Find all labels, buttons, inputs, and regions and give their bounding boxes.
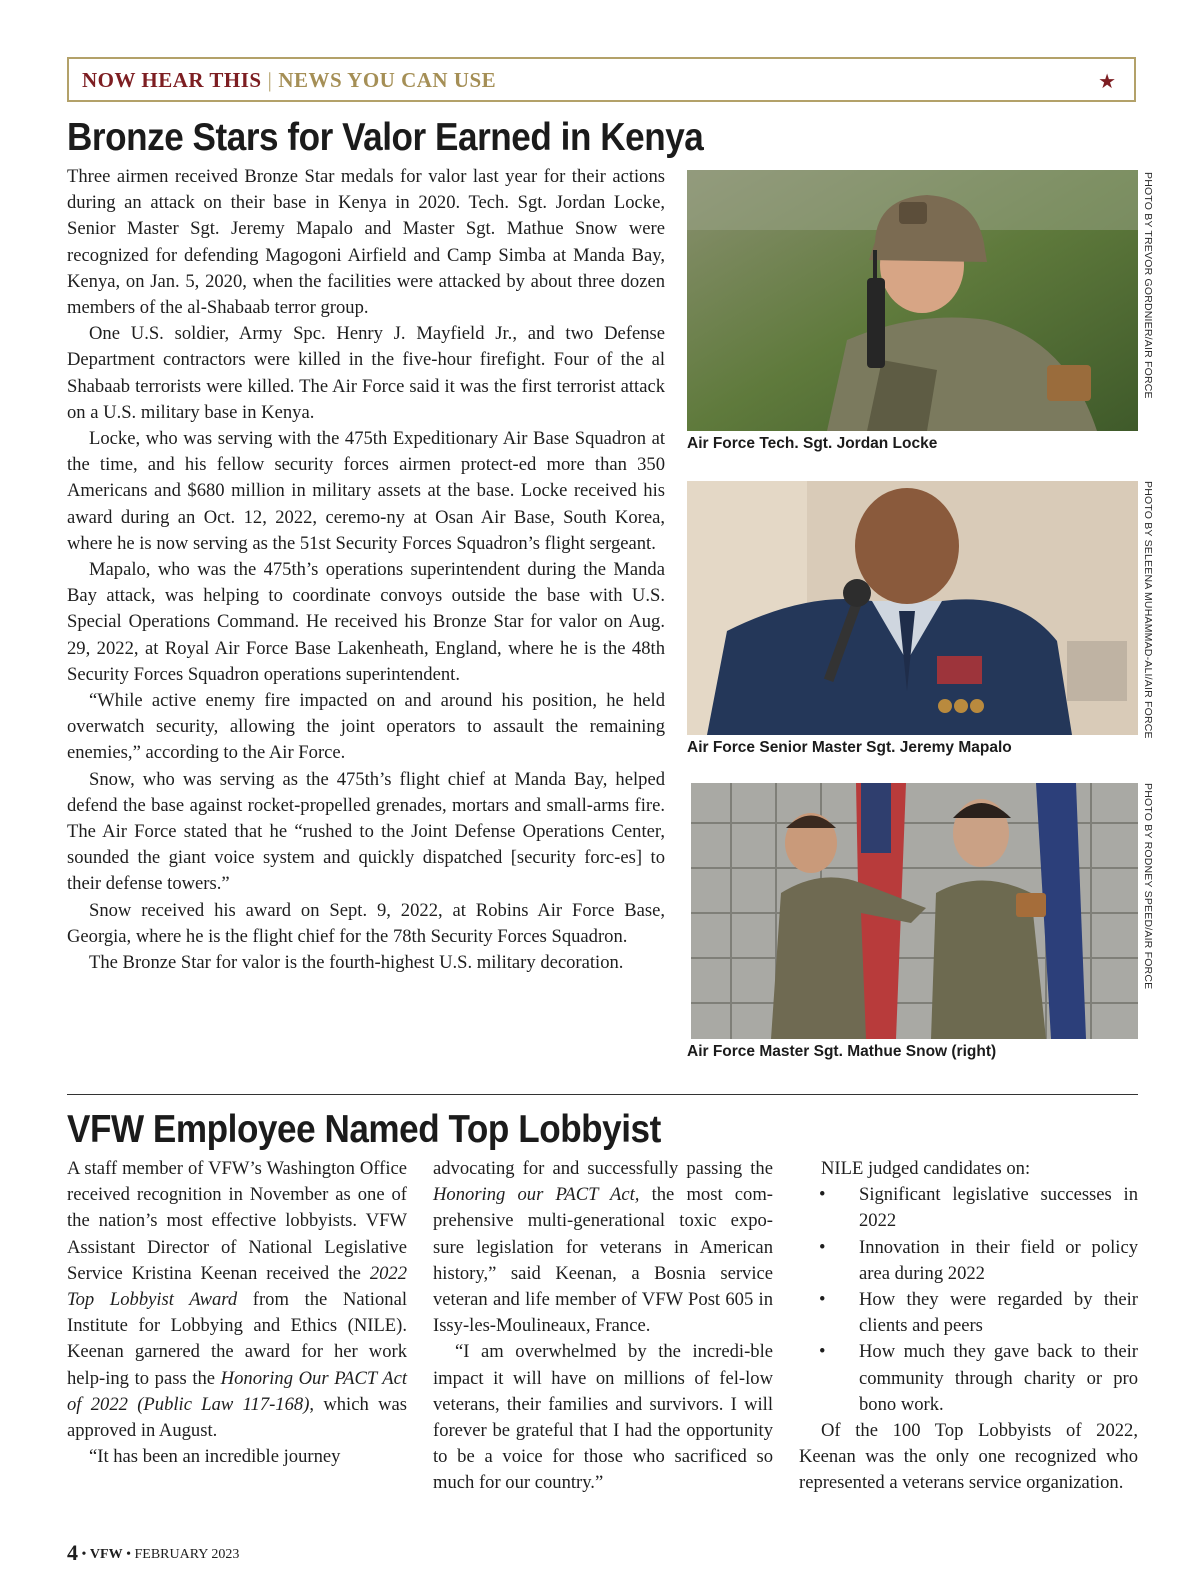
article-body xyxy=(67,164,665,976)
photo-credit: PHOTO BY RODNEY SPEED/AIR FORCE xyxy=(1142,783,1154,990)
criteria-list xyxy=(799,1182,1138,1418)
bullet-icon: • xyxy=(819,1236,826,1258)
page-number: 4 xyxy=(67,1540,78,1565)
bullet-icon: • xyxy=(819,1289,826,1311)
page-footer: 4 • VFW • FEBRUARY 2023 xyxy=(67,1540,240,1565)
article-title: Bronze Stars for Valor Earned in Kenya xyxy=(67,116,704,159)
photo-credit: PHOTO BY TREVOR GORDNIER/AIR FORCE xyxy=(1142,172,1154,399)
paragraph: Mapalo, who was the 475th’s operations superintendent during the Manda Bay attack, was helping to coordinate convoys outside the base with U.S. Special Operations Command. He received his Bronze Star for valor on Aug. 29, 2022, at Royal Air Force Base Lakenheath, England, where he is the 48th Security Forces Squadron operations superintendent. xyxy=(67,559,665,685)
paragraph: “It has been an incredible journey xyxy=(89,1446,341,1468)
issue-date: FEBRUARY 2023 xyxy=(134,1547,240,1562)
photo-credit: PHOTO BY SELEENA MUHAMMAD-ALI/AIR FORCE xyxy=(1142,481,1154,739)
paragraph: Snow received his award on Sept. 9, 2022, at Robins Air Force Base, Georgia, where he is the flight chief for the 78th Security Forces Squadron. xyxy=(67,899,665,947)
banner-separator: | xyxy=(267,68,273,92)
paragraph: “While active enemy fire impacted on and around his position, he held overwatch security, allowing the joint operators to assault the remaining enemies,” according to the Air Force. xyxy=(67,690,665,764)
photo-jordan-locke xyxy=(687,170,1138,431)
paragraph: The Bronze Star for valor is the fourth-highest U.S. military decoration. xyxy=(89,952,624,974)
paragraph: One U.S. soldier, Army Spc. Henry J. Mayfield Jr., and two Defense Department contractors were killed in the five-hour firefight. Four of the al Shabaab terrorists were killed. The Air Force said it was the first terrorist attack on a U.S. military base in Kenya. xyxy=(67,323,665,423)
banner-title: NOW HEAR THIS xyxy=(82,68,262,92)
list-intro: NILE judged candidates on: xyxy=(821,1158,1031,1179)
paragraph: Three airmen received Bronze Star medals for valor last year for their actions during an attack on their base in Kenya in 2020. Tech. Sgt. Jordan Locke, Senior Master Sgt. Jeremy Mapalo and Master Sgt. Mathue Snow were recognized for defending Magogoni Airfield and Camp Simba at Manda Bay, Kenya, on Jan. 5, 2020, when the facilities were attacked by about three dozen members of the al-Shabaab terror group. xyxy=(67,166,665,319)
paragraph: Snow, who was serving as the 475th’s flight chief at Manda Bay, helped defend the base against rocket-propelled grenades, mortars and small-arms fire. The Air Force stated that he “rushed to the Joint Defense Operations Center, sounded the giant voice system and quickly dispatched [security forc-es] to their defense towers.” xyxy=(67,768,665,895)
photo-caption: Air Force Master Sgt. Mathue Snow (right) xyxy=(687,1043,997,1060)
paragraph: Of the 100 Top Lobbyists of 2022, Keenan was the only one recognized who represented a veterans service organization. xyxy=(799,1420,1138,1494)
article-column-2 xyxy=(433,1156,773,1497)
publication-name: VFW xyxy=(89,1547,123,1562)
paragraph: advocating for and successfully passing the Honoring our PACT Act, the most com-prehensive multi-generational toxic expo-sure legislation for veterans in American history,” said Keenan, a Bosnia service veteran and life member of VFW Post 605 in Issy-les-Moulineaux, France. xyxy=(433,1158,773,1337)
paragraph: Locke, who was serving with the 475th Expeditionary Air Base Squadron at the time, and his fellow security forces airmen protect-ed more than 350 Americans and $680 million in military assets at the base. Locke received his award during an Oct. 12, 2022, ceremo-ny at Osan Air Base, South Korea, where he is now serving as the 51st Security Forces Squadron’s flight sergeant. xyxy=(67,428,665,554)
bullet-icon: • xyxy=(819,1341,826,1363)
list-item: • How they were regarded by their clients and peers xyxy=(819,1289,1138,1337)
photo-caption: Air Force Tech. Sgt. Jordan Locke xyxy=(687,435,938,452)
list-item: • How much they gave back to their community through charity or pro bono work. xyxy=(819,1341,1138,1415)
list-item: • Significant legislative successes in 2022 xyxy=(819,1184,1138,1232)
list-item: • Innovation in their field or policy area during 2022 xyxy=(819,1236,1138,1284)
article-column-1 xyxy=(67,1156,407,1470)
banner-subtitle: NEWS YOU CAN USE xyxy=(278,68,497,92)
section-divider xyxy=(67,1094,1138,1095)
photo-caption: Air Force Senior Master Sgt. Jeremy Mapalo xyxy=(687,739,1012,756)
bullet-icon: • xyxy=(819,1184,826,1206)
article-column-3 xyxy=(799,1156,1138,1497)
paragraph: “I am overwhelmed by the incredi-ble impact it will have on millions of fel-low veterans, their families and survivors. I will forever be grateful that I had the opportunity to be a voice for those who sacrificed so much for our country.” xyxy=(433,1341,773,1494)
photo-jeremy-mapalo xyxy=(687,481,1138,735)
photo-mathue-snow xyxy=(691,783,1138,1039)
section-banner xyxy=(67,57,1136,102)
paragraph: A staff member of VFW’s Washington Office received recognition in November as one of the nation’s most effective lobbyists. VFW Assistant Director of National Legislative Service Kristina Keenan received the 2022 Top Lobbyist Award from the National Institute for Lobbying and Ethics (NILE). Keenan garnered the award for her work help-ing to pass the Honoring Our PACT Act of 2022 (Public Law 117-168), which was approved in August. xyxy=(67,1158,407,1442)
star-icon: ★ xyxy=(1098,71,1116,93)
article-title: VFW Employee Named Top Lobbyist xyxy=(67,1108,661,1151)
